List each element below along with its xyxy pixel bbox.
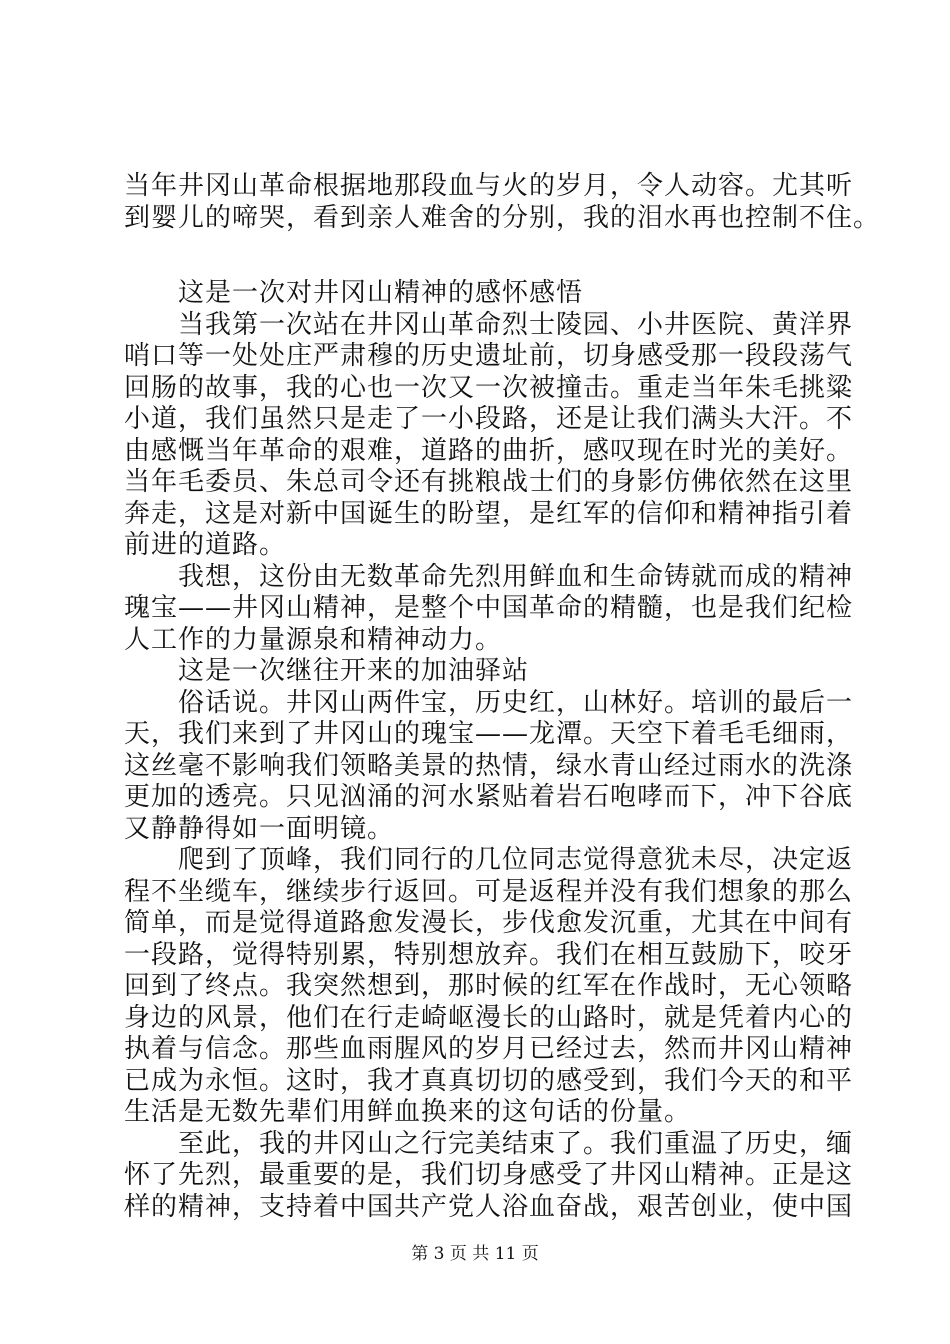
text-line: 由感慨当年革命的艰难，道路的曲折，感叹现在时光的美好。 [124,435,854,466]
section-heading: 这是一次对井冈山精神的感怀感悟 [178,278,584,308]
paragraph-memorial-visit [124,310,854,562]
text-line: 当年井冈山革命根据地那段血与火的岁月，令人动容。尤其听 [124,171,854,201]
text-line: 当年毛委员、朱总司令还有挑粮战士们的身影仿佛依然在这里 [124,467,854,497]
text-line: 哨口等一处处庄严肃穆的历史遗址前，切身感受那一段段荡气 [124,341,854,371]
text-line: 程不坐缆车，继续步行返回。可是返程并没有我们想象的那么 [124,876,854,907]
text-line: 已成为永恒。这时，我才真真切切的感受到，我们今天的和平 [124,1065,854,1096]
text-line: 我想，这份由无数革命先烈用鲜血和生命铸就而成的精神 [178,561,854,592]
paragraph-spirit [124,562,854,657]
paragraph-gap [124,234,854,278]
section-heading-station [124,656,854,688]
text-line: 怀了先烈，最重要的是，我们切身感受了井冈山精神。正是这 [124,1160,854,1190]
text-line: 这丝毫不影响我们领略美景的热情，绿水青山经过雨水的洗涤 [124,750,854,781]
paragraph-opening [124,171,881,234]
text-line: 回到了终点。我突然想到，那时候的红军在作战时，无心领略 [124,971,854,1001]
text-line: 爬到了顶峰，我们同行的几位同志觉得意犹未尽，决定返 [178,845,854,875]
text-line: 回肠的故事，我的心也一次又一次被撞击。重走当年朱毛挑粱 [124,372,854,403]
text-line: 人工作的力量源泉和精神动力。 [124,624,503,655]
text-line: 小道，我们虽然只是走了一小段路，还是让我们满头大汗。不 [124,404,854,434]
text-line: 瑰宝——井冈山精神，是整个中国革命的精髓，也是我们纪检 [124,593,854,623]
text-line: 俗话说。井冈山两件宝，历史红，山林好。培训的最后一 [178,687,854,718]
text-line: 更加的透亮。只见汹涌的河水紧贴着岩石咆哮而下，冲下谷底 [124,782,854,812]
text-line: 当我第一次站在井冈山革命烈士陵园、小井医院、黄洋界 [178,309,854,340]
text-line: 执着与信念。那些血雨腥风的岁月已经过去，然而井冈山精神 [124,1034,854,1064]
text-line: 样的精神，支持着中国共产党人浴血奋战，艰苦创业，使中国 [124,1191,854,1222]
text-line: 简单，而是觉得道路愈发漫长，步伐愈发沉重，尤其在中间有 [124,908,854,938]
page-number-footer: 第 3 页 共 11 页 [411,1244,539,1264]
text-line: 又静静得如一面明镜。 [124,813,395,844]
text-line: 至此，我的井冈山之行完美结束了。我们重温了历史，缅 [178,1128,854,1159]
text-line: 到婴儿的啼哭，看到亲人难舍的分别，我的泪水再也控制不住。 [124,202,881,233]
section-heading: 这是一次继往开来的加油驿站 [178,656,530,686]
text-line: 生活是无数先辈们用鲜血换来的这句话的份量。 [124,1097,692,1127]
text-line: 天，我们来到了井冈山的瑰宝——龙潭。天空下着毛毛细雨， [124,719,854,749]
text-line: 身边的风景，他们在行走崎岖漫长的山路时，就是凭着内心的 [124,1002,854,1033]
paragraph-longtan [124,688,854,846]
paragraph-conclusion [124,1129,854,1224]
paragraph-summit [124,845,854,1129]
text-line: 奔走，这是对新中国诞生的盼望，是红军的信仰和精神指引着 [124,498,854,529]
document-body [124,171,881,1223]
text-line: 前进的道路。 [124,530,287,560]
section-heading-reflection [124,278,854,310]
text-line: 一段路，觉得特别累，特别想放弃。我们在相互鼓励下，咬牙 [124,939,854,970]
